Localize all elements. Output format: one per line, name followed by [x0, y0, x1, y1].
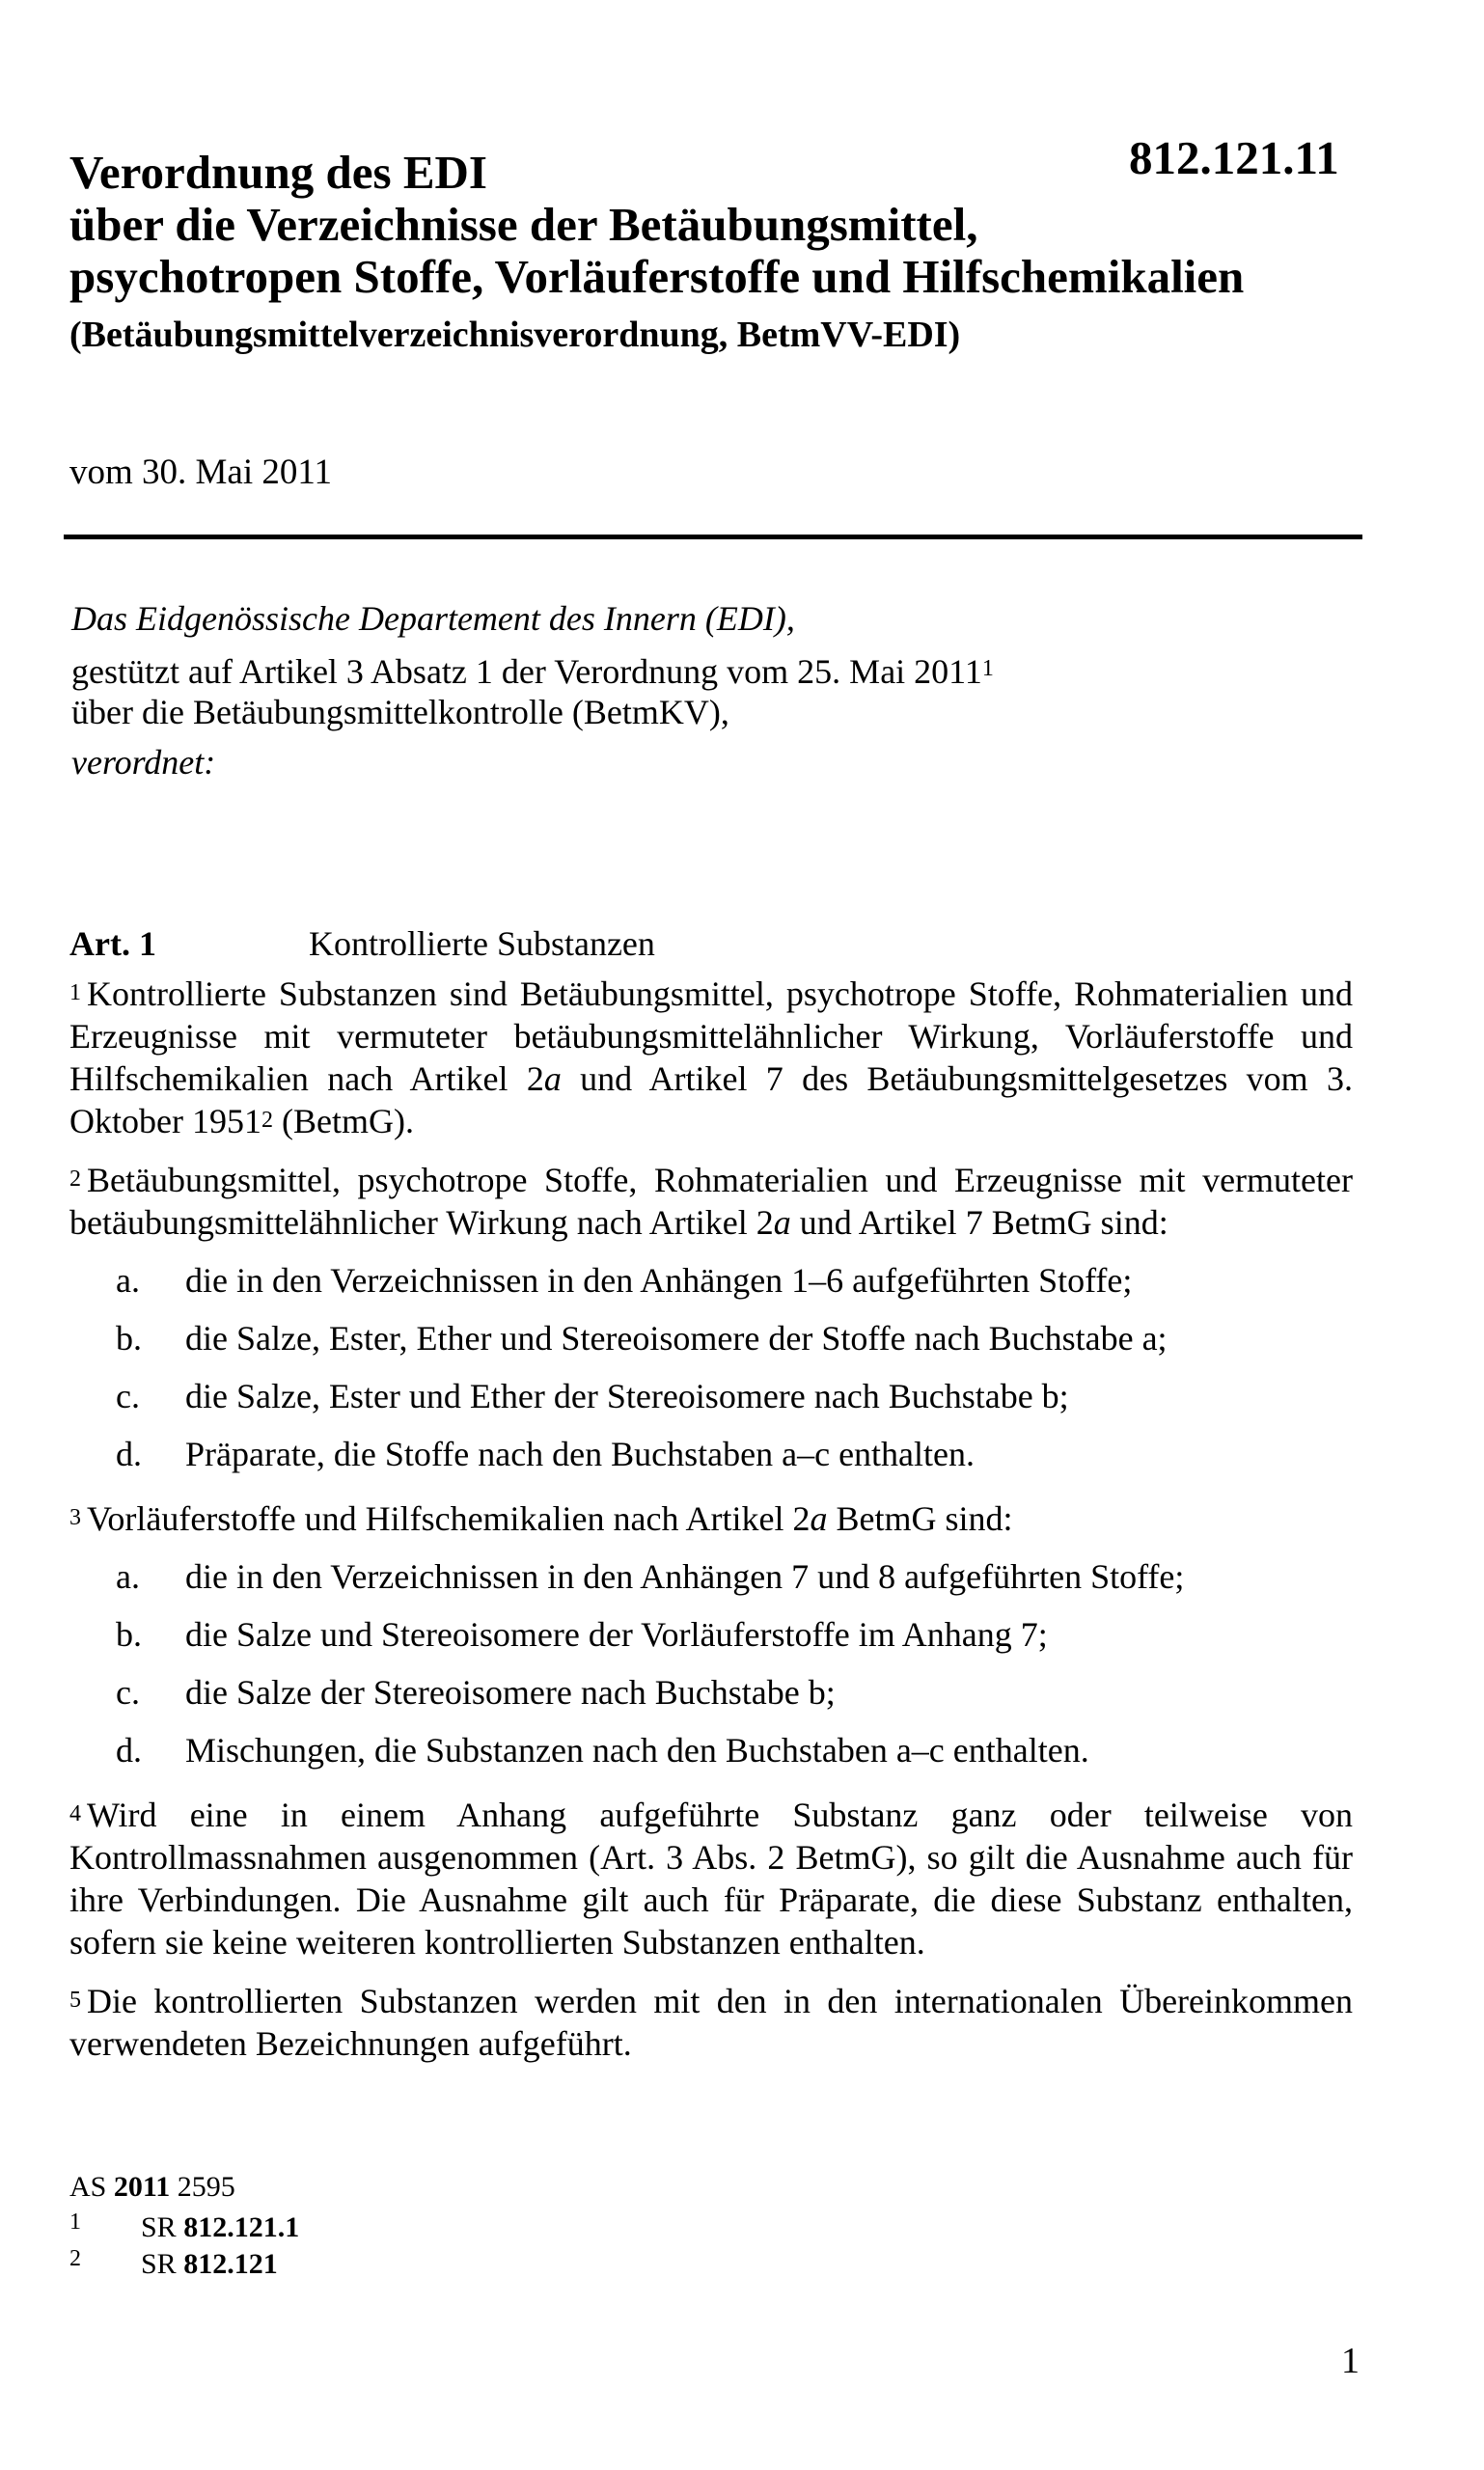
list-item [69, 1309, 1353, 1367]
paragraph-text: Kontrollierte Substanzen sind Betäubungsmittel, psychotrope Stoffe, Rohmaterialien und Erzeugnisse mit vermuteter betäubungsmittelähnlicher Wirkung, Vorläuferstoffe und Hilfschemikalien nach Artikel 2 [69, 974, 1353, 1098]
title-line: Verordnung des EDI [69, 146, 487, 199]
as-year: 2011 [113, 2171, 171, 2203]
paragraph-text: Die kontrollierten Substanzen werden mit den in den internationalen Übereinkommen verwendeten Bezeichnungen aufgeführt. [69, 1982, 1353, 2063]
list-text: die in den Verzeichnissen in den Anhängen 1–6 aufgeführten Stoffe; [185, 1261, 1133, 1300]
as-page: 2595 [170, 2171, 235, 2203]
paragraph-text: und Artikel 7 des Betäubungsmittelgesetzes vom 3. Oktober 1951 [69, 1059, 1353, 1140]
list-item [69, 1548, 1353, 1606]
paragraph-number: 5 [69, 1988, 81, 2013]
list-text: Präparate, die Stoffe nach den Buchstaben a–c enthalten. [185, 1435, 976, 1473]
footnote-ref-link[interactable]: 812.121 [183, 2248, 278, 2280]
list-item [69, 1367, 1353, 1425]
list-letter: d. [116, 1435, 142, 1473]
article-1 [69, 923, 1353, 2080]
list-letter: d. [116, 1731, 142, 1770]
list-letter: b. [116, 1615, 142, 1654]
paragraph-2 [69, 1158, 1353, 1244]
list-text: Mischungen, die Substanzen nach den Buchstaben a–c enthalten. [185, 1731, 1089, 1770]
paragraph-text: Wird eine in einem Anhang aufgeführte Substanz ganz oder teilweise von Kontrollmassnahmen ausgenommen (Art. 3 Abs. 2 BetmG), so gilt die Ausnahme auch für ihre Verbindungen. Die Ausnahme gilt auch für Präparate, die diese Substanz enthalten, sofern sie keine weiteren kontrollierten Substanzen enthalten. [69, 1796, 1353, 1962]
paragraph-number: 2 [69, 1166, 81, 1192]
paragraph-3 [69, 1496, 1353, 1540]
paragraph-text: (BetmG). [272, 1102, 414, 1140]
list-letter: a. [116, 1557, 140, 1596]
paragraph-4 [69, 1793, 1353, 1963]
paragraph-5 [69, 1979, 1353, 2065]
preamble [71, 598, 1345, 782]
preamble-basis-line1: gestützt auf Artikel 3 Absatz 1 der Verordnung vom 25. Mai 2011 [71, 652, 982, 691]
list-item [69, 1721, 1353, 1779]
list-text: die Salze und Stereoisomere der Vorläuferstoffe im Anhang 7; [185, 1615, 1048, 1654]
article-heading [69, 923, 1353, 972]
list-item [69, 1251, 1353, 1309]
list-paragraph-3 [69, 1548, 1353, 1779]
footnote-ref[interactable]: 2 [261, 1108, 273, 1133]
official-collection-ref [69, 2169, 299, 2206]
footnote [69, 2209, 299, 2246]
preamble-verb: verordnet: [71, 743, 216, 782]
paragraph-text: Betäubungsmittel, psychotrope Stoffe, Rohmaterialien und Erzeugnisse mit vermuteter betäubungsmittelähnlicher Wirkung nach Artikel 2 [69, 1161, 1353, 1242]
footnotes [69, 2169, 299, 2283]
horizontal-rule [64, 535, 1362, 539]
list-text: die Salze, Ester und Ether der Stereoisomere nach Buchstabe b; [185, 1377, 1069, 1415]
list-item [69, 1606, 1353, 1663]
footnote-prefix: SR [141, 2248, 184, 2280]
short-title: (Betäubungsmittelverzeichnisverordnung, BetmVV-EDI) [69, 315, 961, 355]
paragraph-italic: a [810, 1499, 828, 1538]
footnote-prefix: SR [141, 2211, 184, 2243]
list-letter: c. [116, 1377, 140, 1415]
paragraph-italic: a [773, 1203, 791, 1242]
list-item [69, 1425, 1353, 1483]
paragraph-number: 4 [69, 1801, 81, 1826]
paragraph-text: BetmG sind: [827, 1499, 1013, 1538]
footnote [69, 2246, 299, 2283]
paragraph-italic: a [543, 1059, 562, 1098]
list-item [69, 1663, 1353, 1721]
list-text: die in den Verzeichnissen in den Anhängen 7 und 8 aufgeführten Stoffe; [185, 1557, 1185, 1596]
footnote-ref[interactable]: 1 [981, 656, 994, 681]
paragraph-text: und Artikel 7 BetmG sind: [790, 1203, 1168, 1242]
paragraph-text: Vorläuferstoffe und Hilfschemikalien nach Artikel 2 [87, 1499, 811, 1538]
sr-number: 812.121.11 [1129, 131, 1339, 184]
preamble-authority: Das Eidgenössische Departement des Innern (EDI), [71, 599, 795, 638]
list-paragraph-2 [69, 1251, 1353, 1483]
paragraph-1 [69, 972, 1353, 1142]
article-title: Kontrollierte Substanzen [309, 924, 655, 963]
article-number: Art. 1 [69, 924, 156, 963]
title-line: über die Verzeichnisse der Betäubungsmittel, [69, 198, 978, 251]
document-title [69, 147, 1353, 359]
footnote-ref-link[interactable]: 812.121.1 [183, 2211, 300, 2243]
title-line: psychotropen Stoffe, Vorläuferstoffe und Hilfschemikalien [69, 250, 1245, 303]
list-text: die Salze, Ester, Ether und Stereoisomere der Stoffe nach Buchstabe a; [185, 1319, 1168, 1358]
preamble-basis-line2: über die Betäubungsmittelkontrolle (BetmKV), [71, 693, 729, 731]
list-letter: c. [116, 1673, 140, 1712]
footnote-number: 2 [69, 2246, 81, 2271]
paragraph-number: 1 [69, 980, 81, 1005]
list-letter: b. [116, 1319, 142, 1358]
list-text: die Salze der Stereoisomere nach Buchstabe b; [185, 1673, 836, 1712]
preamble-basis [71, 648, 1345, 692]
list-letter: a. [116, 1261, 140, 1300]
as-prefix: AS [69, 2171, 114, 2203]
enactment-date: vom 30. Mai 2011 [69, 453, 333, 492]
page-number: 1 [1341, 2341, 1360, 2381]
paragraph-number: 3 [69, 1505, 81, 1530]
footnote-number: 1 [69, 2209, 81, 2235]
